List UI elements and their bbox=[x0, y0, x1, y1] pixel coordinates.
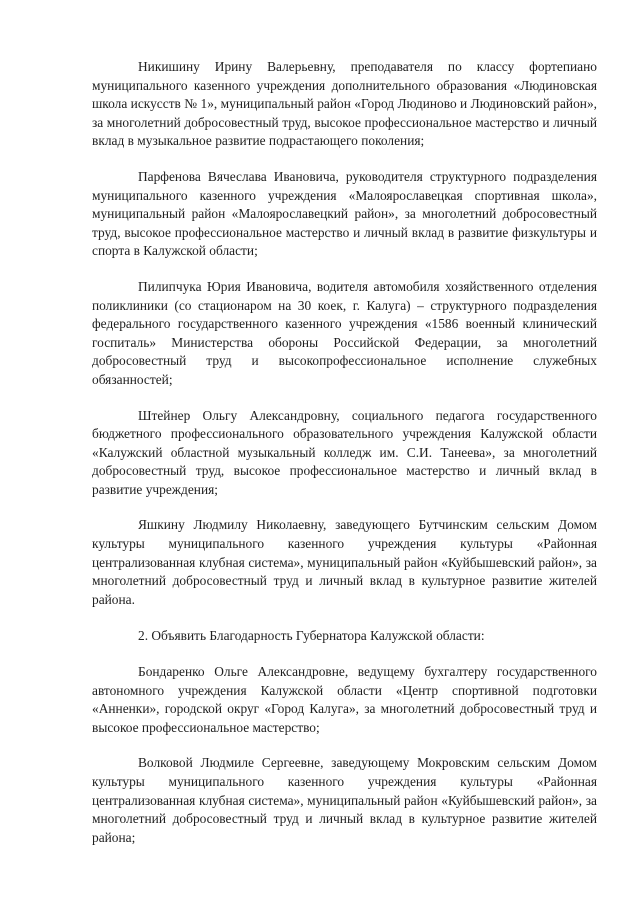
gratitude-paragraph-volkova: Волковой Людмиле Сергеевне, заведующему Мокровским сельским Домом культуры муниципального казенного учреждения культуры «Районная централизованная клубная система», муниципальный район «Куйбышевский район», за многолетний добросовестный труд и личный вклад в культурное развитие жителей района; bbox=[92, 755, 597, 845]
gratitude-paragraph-bondarenko: Бондаренко Ольге Александровне, ведущему бухгалтеру государственного автономного учреждения Калужской области «Центр спортивной подготовки «Анненки», городской округ «Город Калуга», за многолетний добросовестный труд и высокое профессиональное мастерство; bbox=[92, 664, 597, 735]
document-page bbox=[92, 58, 597, 847]
award-paragraph-yashkina: Яшкину Людмилу Николаевну, заведующего Бутчинским сельским Домом культуры муниципального казенного учреждения культуры «Районная централизованная клубная система», муниципальный район «Куйбышевский район», за многолетний добросовестный труд и личный вклад в культурное развитие жителей района. bbox=[92, 517, 597, 607]
award-paragraph-parfenov: Парфенова Вячеслава Ивановича, руководителя структурного подразделения муниципального казенного учреждения «Малоярославецкая спортивная школа», муниципальный район «Малоярославецкий район», за многолетний добросовестный труд, высокое профессиональное мастерство и личный вклад в развитие физкультуры и спорта в Калужской области; bbox=[92, 168, 597, 259]
award-paragraph-nikishina: Никишину Ирину Валерьевну, преподавателя по классу фортепиано муниципального казенного учреждения дополнительного образования «Людиновская школа искусств № 1», муниципальный район «Город Людиново и Людиновский район», за многолетний добросовестный труд, высокое профессиональное мастерство и личный вклад в музыкальное развитие подрастающего поколения; bbox=[92, 59, 597, 149]
award-paragraph-pilipchuk: Пилипчука Юрия Ивановича, водителя автомобиля хозяйственного отделения поликлиники (со стационаром на 30 коек, г. Калуга) – структурного подразделения федерального государственного казенного учреждения «1586 военный клинический госпиталь» Министерства обороны Российской Федерации, за многолетний добросовестный труд и высокопрофессиональное исполнение служебных обязанностей; bbox=[92, 278, 597, 387]
section-heading-gratitude: 2. Объявить Благодарность Губернатора Калужской области: bbox=[138, 628, 485, 644]
award-paragraph-shteiner: Штейнер Ольгу Александровну, социального педагога государственного бюджетного профессионального образовательного учреждения Калужской области «Калужский областной музыкальный колледж им. С.И. Танеева», за многолетний добросовестный труд, высокое профессиональное мастерство и личный вклад в развитие учреждения; bbox=[92, 407, 597, 497]
